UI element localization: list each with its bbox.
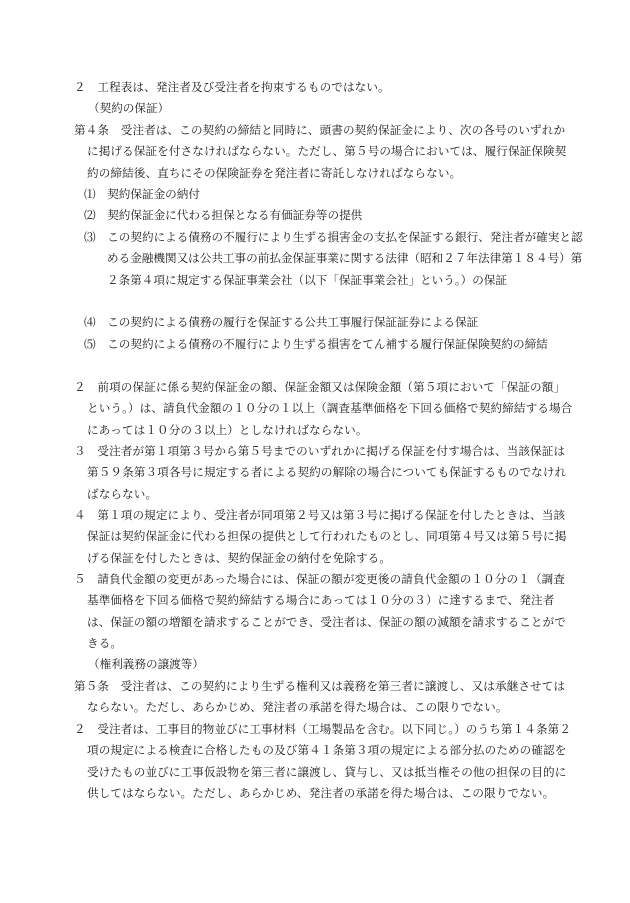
heading-article-4: （契約の保証） [88, 101, 170, 115]
paragraph-article-4-4: ４ 第１項の規定により、受注者が同項第２号又は第３号に掲げる保証を付したときは、当該保証は契約保証金に代わる担保の提供として行われたものとし、同項第４号又は第５号に掲げる保証を付したときは、契約保証金の納付を免除する。 [74, 508, 567, 565]
paragraph-article-4-3: ３ 受注者が第１項第３号から第５号までのいずれかに掲げる保証を付す場合は、当該保証は第５９条第３項各号に規定する者による契約の解除の場合についても保証するものでなければならない。 [74, 444, 567, 501]
list-item: ⑵ 契約保証金に代わる担保となる有価証券等の提供 [84, 208, 363, 222]
paragraph-schedule-2: ２ 工程表は、発注者及び受注者を拘束するものではない。 [74, 80, 390, 94]
paragraph-article-4-2: ２ 前項の保証に係る契約保証金の額、保証金額又は保険金額（第５項において「保証の額」という。）は、請負代金額の１０分の１以上（調査基準価格を下回る価格で契約締結する場合にあっては１０分の３以上）としなければならない。 [74, 380, 573, 437]
list-item: ⑴ 契約保証金の納付 [84, 187, 200, 201]
list-item: ⑶ この契約による債務の不履行により生ずる損害金の支払を保証する銀行、発注者が確実と認める金融機関又は公共工事の前払金保証事業に関する法律（昭和２７年法律第１８４号）第２条第４項に規定する保証事業会社（以下「保証事業会社」という。）の保証 [84, 230, 583, 287]
list-item: ⑸ この契約による債務の不履行により生ずる損害をてん補する履行保証保険契約の締結 [84, 337, 548, 351]
heading-article-5: （権利義務の譲渡等） [88, 657, 204, 671]
list-item: ⑷ この契約による債務の履行を保証する公共工事履行保証証券による保証 [84, 315, 479, 329]
paragraph-article-5-2: ２ 受注者は、工事目的物並びに工事材料（工場製品を含む。以下同じ。）のうち第１４条第２項の規定による検査に合格したもの及び第４１条第３項の規定による部分払のための確認を受けたもの並びに工事仮設物を第三者に譲渡し、貸与し、又は抵当権その他の担保の目的に供してはならない。ただし、あらかじめ、発注者の承諾を得た場合は、この限りでない。 [74, 722, 572, 801]
article-5: 第５条 受注者は、この契約により生ずる権利又は義務を第三者に譲渡し、又は承継させてはならない。ただし、あらかじめ、発注者の承諾を得た場合は、この限りでない。 [74, 679, 566, 715]
paragraph-article-4-5: ５ 請負代金額の変更があった場合には、保証の額が変更後の請負代金額の１０分の１（調査基準価格を下回る価格で契約締結する場合にあっては１０分の３）に達するまで、発注者は、保証の額の増額を請求することができ、受注者は、保証の額の減額を請求することができる。 [74, 572, 566, 651]
article-4: 第４条 受注者は、この契約の締結と同時に、頭書の契約保証金により、次の各号のいずれかに掲げる保証を付さなければならない。ただし、第５号の場合においては、履行保証保険契約の締結後、直ちにその保険証券を発注者に寄託しなければならない。 [74, 123, 567, 180]
